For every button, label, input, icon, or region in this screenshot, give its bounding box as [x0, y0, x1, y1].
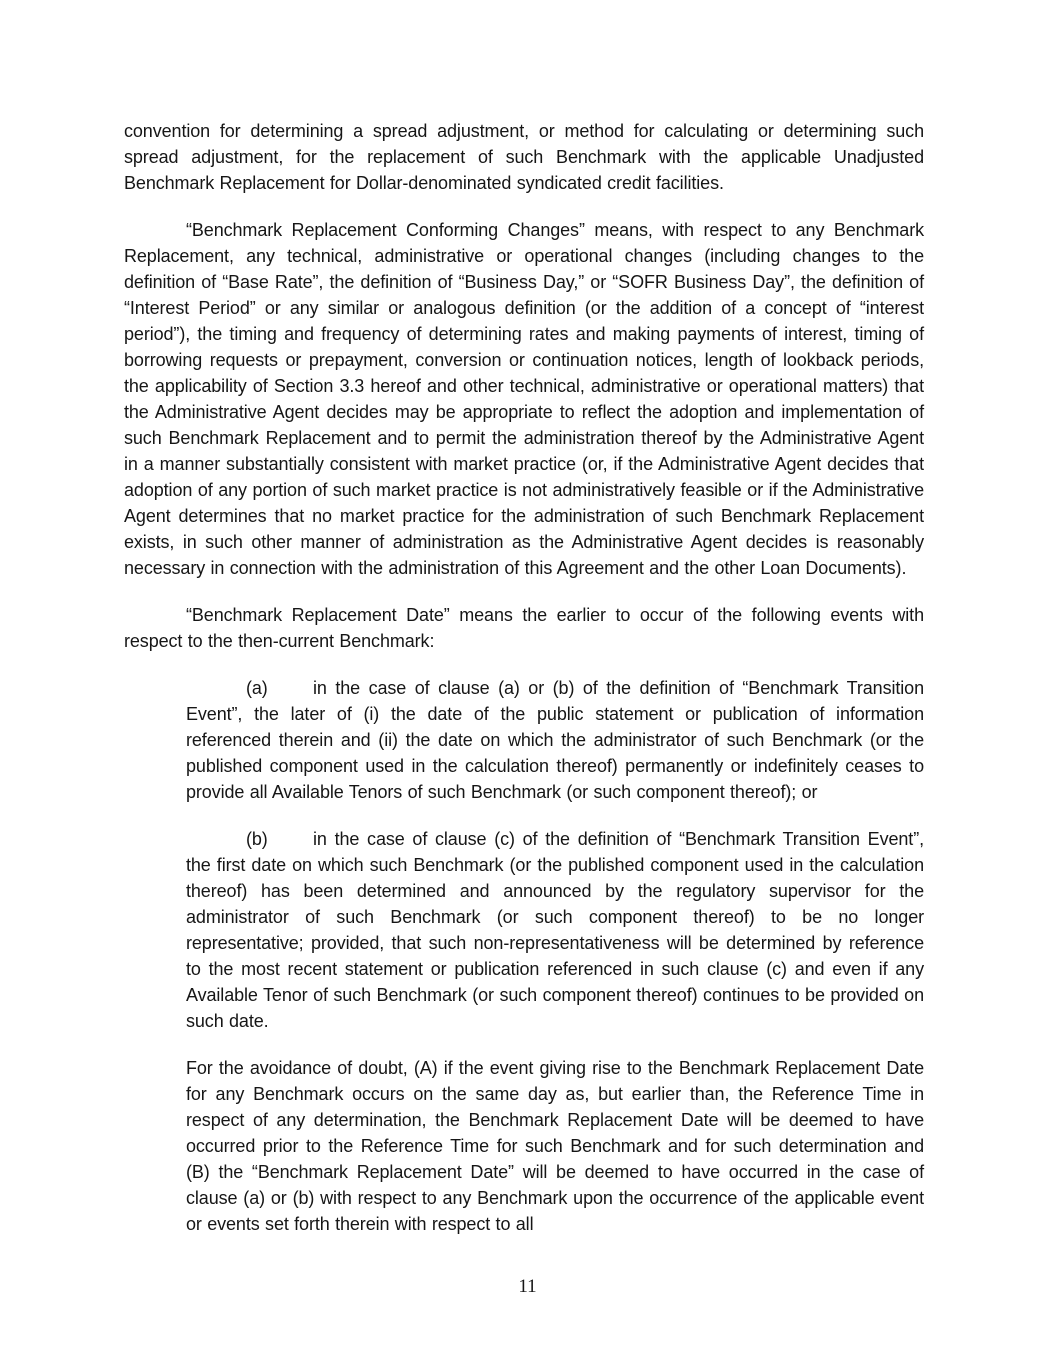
- paragraph-2: “Benchmark Replacement Conforming Changes” means, with respect to any Benchmark Replacement, any technical, administrative or operational changes (including changes to the definition of “Base Rate”, the definition of “Business Day,” or “SOFR Business Day”, the definition of “Interest Period” or any similar or analogous definition (or the addition of a concept of “interest period”), the timing and frequency of determining rates and making payments of interest, timing of borrowing requests or prepayment, conversion or continuation notices, length of lookback periods, the applicability of Section 3.3 hereof and other technical, administrative or operational matters) that the Administrative Agent decides may be appropriate to reflect the adoption and implementation of such Benchmark Replacement and to permit the administration thereof by the Administrative Agent in a manner substantially consistent with market practice (or, if the Administrative Agent decides that adoption of any portion of such market practice is not administratively feasible or if the Administrative Agent determines that no market practice for the administration of such Benchmark Replacement exists, in such other manner of administration as the Administrative Agent decides is reasonably necessary in connection with the administration of this Agreement and the other Loan Documents).: [124, 220, 924, 578]
- paragraph-3: “Benchmark Replacement Date” means the earlier to occur of the following events with respect to the then-current Benchmark:: [124, 605, 924, 651]
- paragraph-6: For the avoidance of doubt, (A) if the event giving rise to the Benchmark Replacement Date for any Benchmark occurs on the same day as, but earlier than, the Reference Time in respect of any determination, the Benchmark Replacement Date will be deemed to have occurred prior to the Reference Time for such Benchmark and for such determination and (B) the “Benchmark Replacement Date” will be deemed to have occurred in the case of clause (a) or (b) with respect to any Benchmark upon the occurrence of the applicable event or events set forth therein with respect to all: [186, 1058, 924, 1234]
- paragraph-1: convention for determining a spread adjustment, or method for calculating or determining such spread adjustment, for the replacement of such Benchmark with the applicable Unadjusted Benchmark Replacement for Dollar-denominated syndicated credit facilities.: [124, 121, 924, 193]
- clause-paragraph-b: (b) in the case of clause (c) of the definition of “Benchmark Transition Event”, the first date on which such Benchmark (or the published component used in the calculation thereof) has been determined and announced by the regulatory supervisor for the administrator of such Benchmark (or such component thereof) to be no longer representative; provided, that such non-representativeness will be determined by reference to the most recent statement or publication referenced in such clause (c) and even if any Available Tenor of such Benchmark (or such component thereof) continues to be provided on such date.: [186, 826, 924, 1034]
- clause-label: (a): [246, 678, 268, 698]
- document-body: [124, 118, 924, 1258]
- clause-paragraph-a: (a) in the case of clause (a) or (b) of the definition of “Benchmark Transition Event”, the later of (i) the date of the public statement or publication of information referenced therein and (ii) the date on which the administrator of such Benchmark (or the published component used in the calculation thereof) permanently or indefinitely ceases to provide all Available Tenors of such Benchmark (or such component thereof); or: [186, 675, 924, 805]
- page-number: 11: [518, 1276, 537, 1297]
- clause-label: (b): [246, 829, 268, 849]
